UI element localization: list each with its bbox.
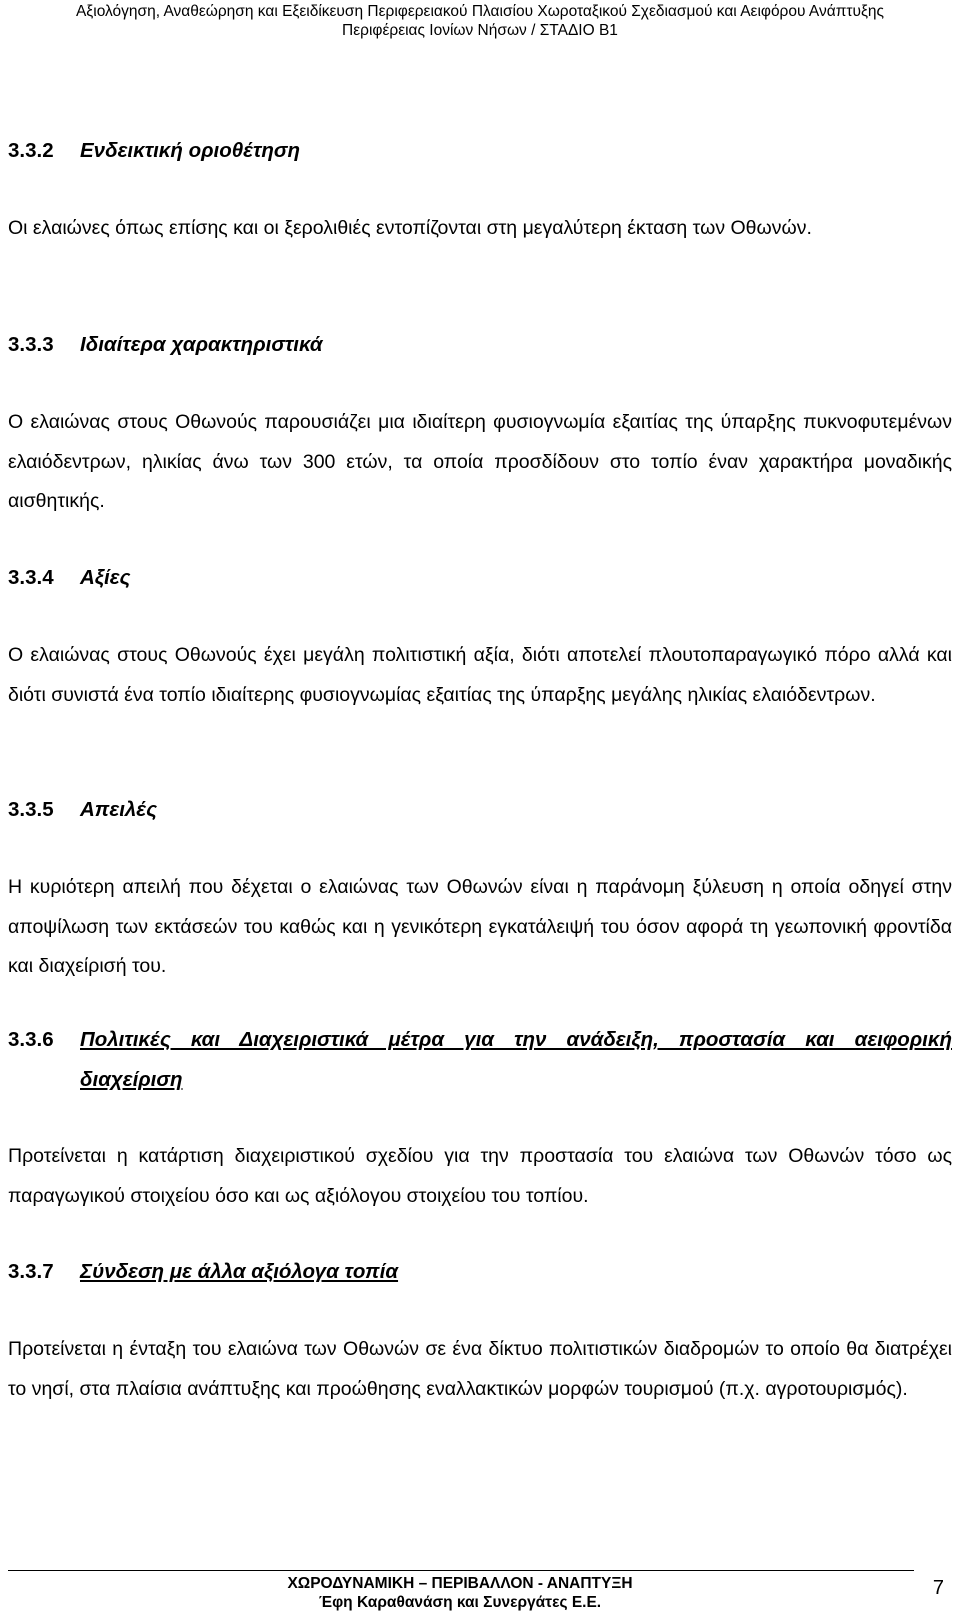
section-number: 3.3.4 [8,566,54,589]
section-body-3-3-3: Ο ελαιώνας στους Οθωνούς παρουσιάζει μια ιδιαίτερη φυσιογνωμία εξαιτίας της ύπαρξης πυκνοφυτεμένων ελαιόδεντρων, ηλικίας άνω των 300 ετών, τα οποία προσδίδουν στο τοπίο έναν χαρακτήρα μοναδικής αισθητικής. [8,411,952,512]
section-title-line-2: διαχείριση [80,1068,183,1091]
section-number: 3.3.6 [8,1028,54,1051]
header-line-2: Περιφέρειας Ιονίων Νήσων / ΣΤΑΔΙΟ Β1 [342,22,618,39]
section-number: 3.3.7 [8,1260,54,1283]
section-heading-3-3-5 [8,798,157,822]
section-heading-3-3-2 [8,139,300,163]
section-heading-3-3-4 [8,566,130,590]
header-line-1: Αξιολόγηση, Αναθεώρηση και Εξειδίκευση Περιφερειακού Πλαισίου Χωροταξικού Σχεδιασμού και Αειφόρου Ανάπτυξης [75,3,885,20]
section-title: Ιδιαίτερα χαρακτηριστικά [80,333,323,356]
footer-divider [8,1570,914,1571]
section-number: 3.3.3 [8,333,54,356]
page-number: 7 [932,1577,944,1599]
section-heading-3-3-7 [8,1260,398,1284]
section-title: Αξίες [80,566,131,589]
section-body-3-3-6: Προτείνεται η κατάρτιση διαχειριστικού σχεδίου για την προστασία του ελαιώνα των Οθωνών τόσο ως παραγωγικού στοιχείου όσο και ως αξιόλογου στοιχείου του τοπίου. [8,1145,952,1207]
section-body-3-3-4: Ο ελαιώνας στους Οθωνούς έχει μεγάλη πολιτιστική αξία, διότι αποτελεί πλουτοπαραγωγικό πόρο αλλά και διότι συνιστά ένα τοπίο ιδιαίτερης φυσιογνωμίας εξαιτίας της ύπαρξης μεγάλης ηλικίας ελαιόδεντρων. [8,644,952,706]
section-title: Απειλές [80,798,158,821]
section-number: 3.3.2 [8,139,54,162]
footer-company-line: ΧΩΡΟΔΥΝΑΜΙΚΗ – ΠΕΡΙΒΑΛΛΟΝ - ΑΝΑΠΤΥΞΗ [287,1575,633,1592]
section-title: Ενδεικτική οριοθέτηση [80,139,301,162]
section-heading-3-3-6 [8,1020,952,1100]
section-title: Σύνδεση με άλλα αξιόλογα τοπία [80,1260,399,1283]
footer-author-line: Έφη Καραθανάση και Συνεργάτες Ε.Ε. [318,1594,602,1611]
section-number: 3.3.5 [8,798,54,821]
section-body-3-3-2: Οι ελαιώνες όπως επίσης και οι ξερολιθιές εντοπίζονται στη μεγαλύτερη έκταση των Οθωνών. [8,217,812,239]
section-body-3-3-7: Προτείνεται η ένταξη του ελαιώνα των Οθωνών σε ένα δίκτυο πολιτιστικών διαδρομών το οποίο θα διατρέχει το νησί, στα πλαίσια ανάπτυξης και προώθησης εναλλακτικών μορφών τουρισμού (π.χ. αγροτουρισμός). [8,1338,952,1400]
section-title-line-1: Πολιτικές και Διαχειριστικά μέτρα για την ανάδειξη, προστασία και αειφορική [80,1028,952,1051]
section-body-3-3-5: Η κυριότερη απειλή που δέχεται ο ελαιώνας των Οθωνών είναι η παράνομη ξύλευση η οποία οδηγεί στην αποψίλωση των εκτάσεών του καθώς και η γενικότερη εγκατάλειψή του όσον αφορά τη γεωπονική φροντίδα και διαχείρισή του. [8,876,952,977]
section-heading-3-3-3 [8,333,323,357]
page-header [0,2,960,40]
